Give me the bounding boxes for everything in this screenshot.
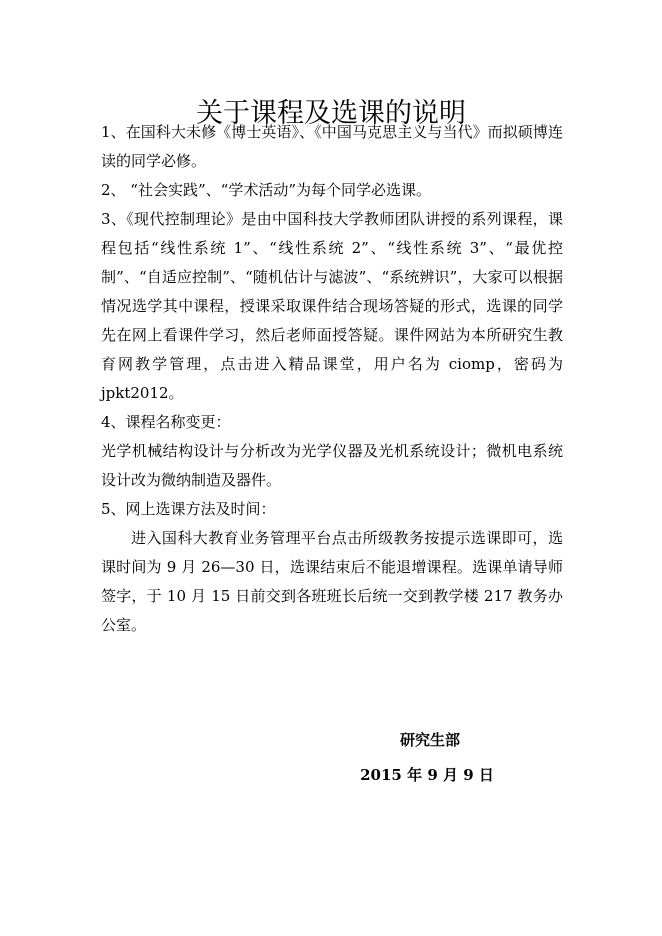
paragraph-5: 5、网上选课方法及时间： <box>101 500 276 518</box>
signature-date: 2015 年 9 月 9 日 <box>360 766 494 784</box>
paragraph-5-detail: 进入国科大教育业务管理平台点击所级教务按提示选课即可，选课时间为 9 月 26—30 日，选课结束后不能退增课程。选课单请导师签字，于 10 月 15 日前交到各班班长后统一交到教学楼 217 教务办公室。 <box>101 529 563 634</box>
paragraph-4: 4、课程名称变更： <box>101 413 231 431</box>
signature-department: 研究生部 <box>399 731 460 749</box>
paragraph-2: 2、 “社会实践”、“学术活动”为每个同学必选课。 <box>101 181 431 199</box>
document-body <box>101 118 563 640</box>
paragraph-4-detail: 光学机械结构设计与分析改为光学仪器及光机系统设计；微机电系统设计改为微纳制造及器件。 <box>101 442 563 489</box>
paragraph-1: 1、在国科大未修《博士英语》、《中国马克思主义与当代》而拟硕博连读的同学必修。 <box>101 123 563 170</box>
page-title: 关于课程及选课的说明 <box>196 98 466 130</box>
paragraph-3: 3、《现代控制理论》是由中国科技大学教师团队讲授的系列课程，课程包括“线性系统 1”、“线性系统 2”、“线性系统 3”、“最优控制”、“自适应控制”、“随机估计与滤波”、“系统辨识”，大家可以根据情况选学其中课程，授课采取课件结合现场答疑的形式，选课的同学先在网上看课件学习，然后老师面授答疑。课件网站为本所研究生教育网教学管理，点击进入精品课堂，用户名为 ciomp，密码为 jpkt2012。 <box>101 210 563 402</box>
